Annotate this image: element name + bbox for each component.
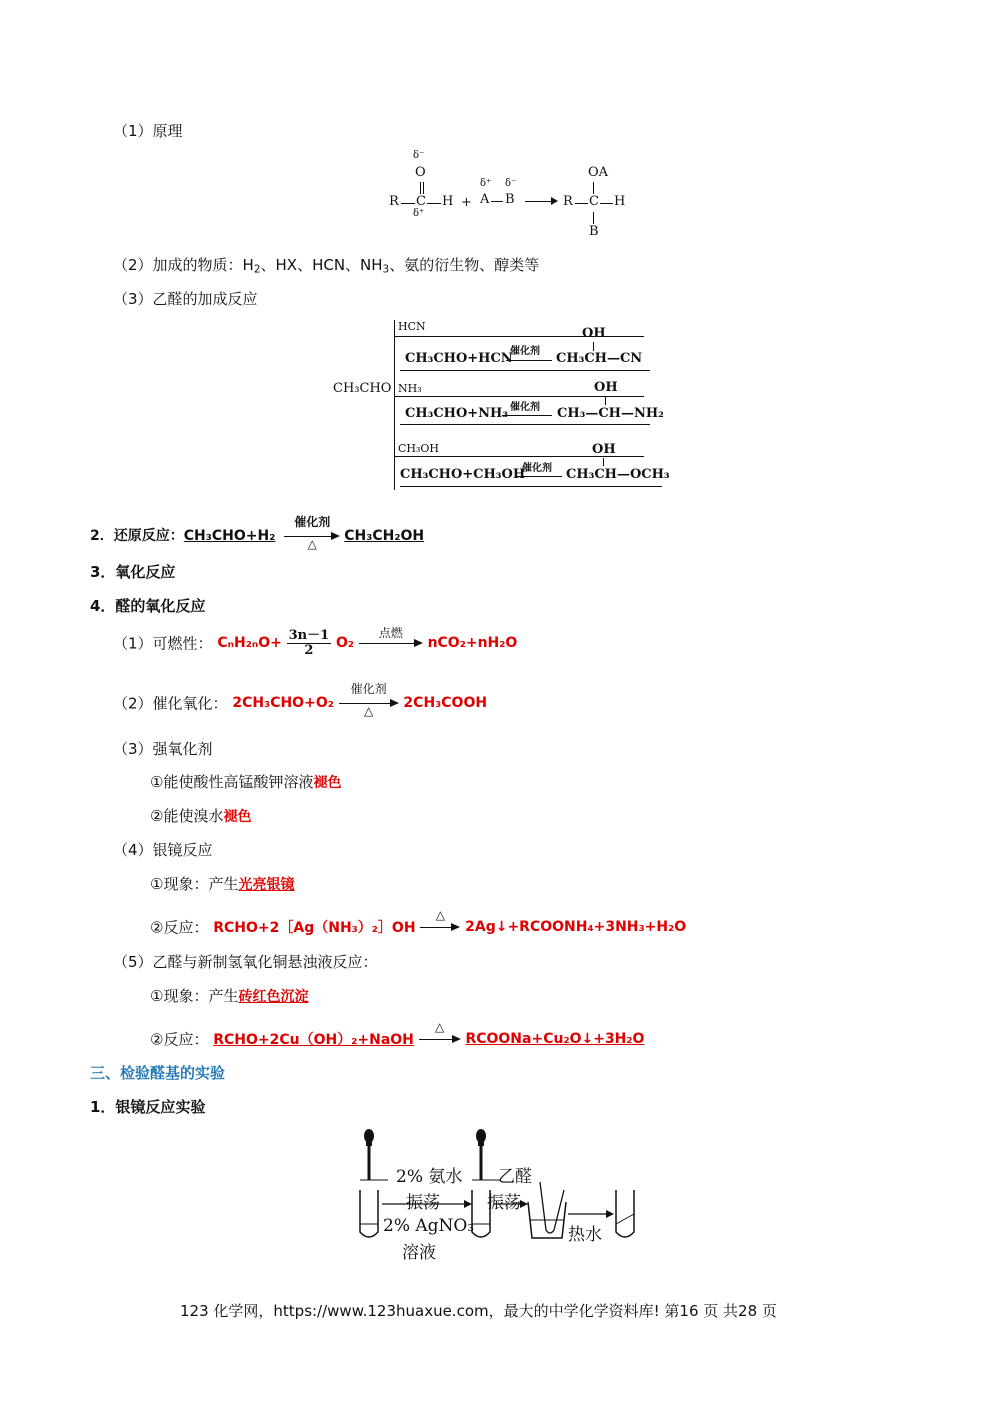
ab-delta-plus: δ⁺ <box>480 178 492 189</box>
reaction-arrow <box>339 682 399 720</box>
eq-right: 2Ag↓+RCOONH₄+3NH₃+H₂O <box>465 919 687 935</box>
denominator: 2 <box>304 642 314 658</box>
eq-left: CH₃CHO+HCN <box>405 351 513 366</box>
atom-h2: H <box>614 194 626 209</box>
main-reactant: CH₃CHO <box>333 381 392 396</box>
double-bond-2 <box>423 182 425 194</box>
branch-rule <box>394 336 644 337</box>
subscript: 3 <box>382 263 390 276</box>
text: ①现象：产生 <box>150 987 239 1005</box>
bond <box>593 182 594 194</box>
branch-rule <box>400 424 650 425</box>
bond <box>593 212 594 224</box>
copper-phenomenon <box>150 985 308 1006</box>
eq-left: 2CH₃CHO+O₂ <box>232 695 334 711</box>
acetaldehyde-addition-label: （3）乙醛的加成反应 <box>113 290 258 308</box>
plus-sign: + <box>461 195 472 210</box>
bond <box>603 458 604 466</box>
tilted-tube-icon <box>540 1182 564 1233</box>
label: 2．还原反应： <box>90 528 184 544</box>
o2: O₂ <box>335 635 354 651</box>
eq-left: CH₃CHO+NH₃ <box>405 406 509 421</box>
arrow-head-icon <box>606 1210 614 1218</box>
arrow-head <box>551 197 558 205</box>
branch-rule <box>400 486 662 487</box>
branch-reagent: HCN <box>398 320 426 333</box>
copper-reaction <box>150 1020 645 1054</box>
eq-left: CH₃CHO+CH₃OH <box>400 467 526 482</box>
label: （1）可燃性： <box>113 634 213 653</box>
arrow-below: △ <box>364 704 374 718</box>
label-hot-water: 热水 <box>568 1225 602 1245</box>
test-tube-icon <box>616 1190 634 1237</box>
bond <box>401 203 415 204</box>
bond <box>575 203 588 204</box>
ab-delta-minus: δ⁻ <box>505 178 517 189</box>
atom-b2: B <box>589 224 599 239</box>
arrow-above: △ <box>435 1020 445 1034</box>
reaction-arrow <box>525 201 553 202</box>
branch-reagent: CH₃OH <box>398 442 440 455</box>
addition-tree <box>330 318 670 493</box>
eq-right: CH₃CH₂OH <box>344 528 425 544</box>
eq-right: RCOONa+Cu₂O↓+3H₂O <box>465 1031 645 1047</box>
eq-right: CH₃—CH—NH₂ <box>557 406 664 421</box>
dropper-neck <box>478 1142 484 1146</box>
reaction-arrow <box>284 515 340 553</box>
text: ①能使酸性高锰酸钾溶液 <box>150 773 314 791</box>
section-principle-label: （1）原理 <box>113 122 183 140</box>
copper-label: （5）乙醛与新制氢氧化铜悬浊液反应： <box>113 953 378 971</box>
page-footer: 123 化学网，https://www.123huaxue.com，最大的中学化学资料库! 第16 页 共28 页 <box>180 1302 777 1320</box>
arrow-above: △ <box>435 908 445 922</box>
atom-r: R <box>389 194 399 209</box>
atom-a: A <box>480 192 490 207</box>
text: ②能使溴水 <box>150 807 224 825</box>
bond <box>427 203 441 204</box>
numerator: 3n－1 <box>288 627 330 643</box>
eq-right: CH₃CH—OCH₃ <box>566 467 670 482</box>
atom-o: O <box>415 165 426 180</box>
label: ②反应： <box>150 1030 209 1049</box>
atom-r2: R <box>563 194 573 209</box>
catalyst-label: 催化剂 <box>510 346 540 357</box>
section-heading: 三、检验醛基的实验 <box>90 1064 226 1082</box>
arrow-above: 催化剂 <box>294 515 331 529</box>
reaction-arrow <box>419 1020 461 1054</box>
addition-substances <box>113 254 539 276</box>
oh-label: OH <box>582 326 606 341</box>
dropper-bulb-icon <box>476 1129 486 1143</box>
mechanism-diagram <box>385 150 635 240</box>
text: 、氨的衍生物、醇类等 <box>389 256 540 274</box>
bond <box>600 203 613 204</box>
label: ②反应： <box>150 918 209 937</box>
answer: 褪色 <box>223 809 252 825</box>
reaction-arrow <box>359 628 423 658</box>
oxidation-heading: 3．氧化反应 <box>90 563 176 581</box>
delta-plus: δ⁺ <box>413 208 425 219</box>
label-shake-2: 振荡 <box>487 1193 521 1213</box>
silver-reaction <box>150 908 687 942</box>
label: （2）催化氧化： <box>113 694 228 713</box>
test-tube-icon <box>360 1190 378 1237</box>
silver-mirror-label: （4）银镜反应 <box>113 841 213 859</box>
label-acetaldehyde: 乙醛 <box>498 1167 532 1187</box>
eq-left: CₙH₂ₙO+ <box>217 635 282 651</box>
eq-left: RCHO+2Cu（OH）₂+NaOH <box>213 1032 414 1048</box>
label-agno3: 2% AgNO₃ <box>383 1216 475 1236</box>
combustion-line <box>113 628 517 658</box>
label-solution: 溶液 <box>402 1243 436 1263</box>
text: （2）加成的物质：H <box>113 256 254 274</box>
oh-label: OH <box>594 380 618 395</box>
eq-right: nCO₂+nH₂O <box>427 635 518 651</box>
reduction-reaction <box>90 515 425 553</box>
strong-item-2 <box>150 805 251 826</box>
arrow-above: 点燃 <box>378 626 403 640</box>
answer: 光亮银镜 <box>238 877 295 893</box>
oh-label: OH <box>592 442 616 457</box>
bond <box>593 342 594 351</box>
dropper-neck <box>366 1142 372 1146</box>
text: 、HX、HCN、NH <box>260 256 383 274</box>
strong-oxidant-label: （3）强氧化剂 <box>113 740 213 758</box>
branch-rule <box>394 396 644 397</box>
double-bond <box>420 182 422 194</box>
reaction-arrow <box>420 908 460 942</box>
label-shake-1: 振荡 <box>406 1193 440 1213</box>
catalyst-label: 催化剂 <box>522 463 552 474</box>
label-ammonia: 2% 氨水 <box>396 1167 463 1187</box>
arrow-line <box>506 360 552 361</box>
text: ①现象：产生 <box>150 875 239 893</box>
delta-minus: δ⁻ <box>413 150 425 161</box>
arrow-head-icon <box>520 1200 528 1208</box>
atom-h: H <box>442 194 454 209</box>
answer: 砖红色沉淀 <box>238 989 309 1005</box>
branch-reagent: NH₃ <box>398 382 422 395</box>
mirror-line <box>616 1214 634 1224</box>
bond <box>605 396 606 405</box>
arrow-below: △ <box>307 537 317 551</box>
eq-right: CH₃CH—CN <box>556 351 643 366</box>
arrow-line <box>502 415 552 416</box>
subscript: 2 <box>253 263 261 276</box>
group-oa: OA <box>588 165 609 180</box>
eq-left: CH₃CHO+H₂ <box>183 528 276 544</box>
atom-c: C <box>416 194 426 209</box>
catalyst-label: 催化剂 <box>510 402 540 413</box>
experiment-heading: 1．银镜反应实验 <box>90 1098 206 1116</box>
silver-phenomenon <box>150 873 294 894</box>
bond <box>491 201 503 202</box>
strong-item-1 <box>150 771 341 792</box>
arrow-above: 催化剂 <box>350 682 387 696</box>
answer: 褪色 <box>313 775 342 791</box>
aldehyde-oxidation-heading: 4．醛的氧化反应 <box>90 597 206 615</box>
branch-rule <box>400 370 650 371</box>
eq-right: 2CH₃COOH <box>403 695 488 711</box>
fraction <box>287 629 332 657</box>
arrow-head-icon <box>464 1200 472 1208</box>
branch-line <box>394 320 395 490</box>
eq-left: RCHO+2［Ag（NH₃）₂］OH <box>213 920 416 936</box>
atom-c2: C <box>589 194 599 209</box>
atom-b: B <box>505 192 515 207</box>
dropper-bulb-icon <box>364 1129 374 1143</box>
apparatus-diagram <box>350 1128 645 1263</box>
catalytic-oxidation-line <box>113 682 488 720</box>
arrow-line <box>516 476 562 477</box>
